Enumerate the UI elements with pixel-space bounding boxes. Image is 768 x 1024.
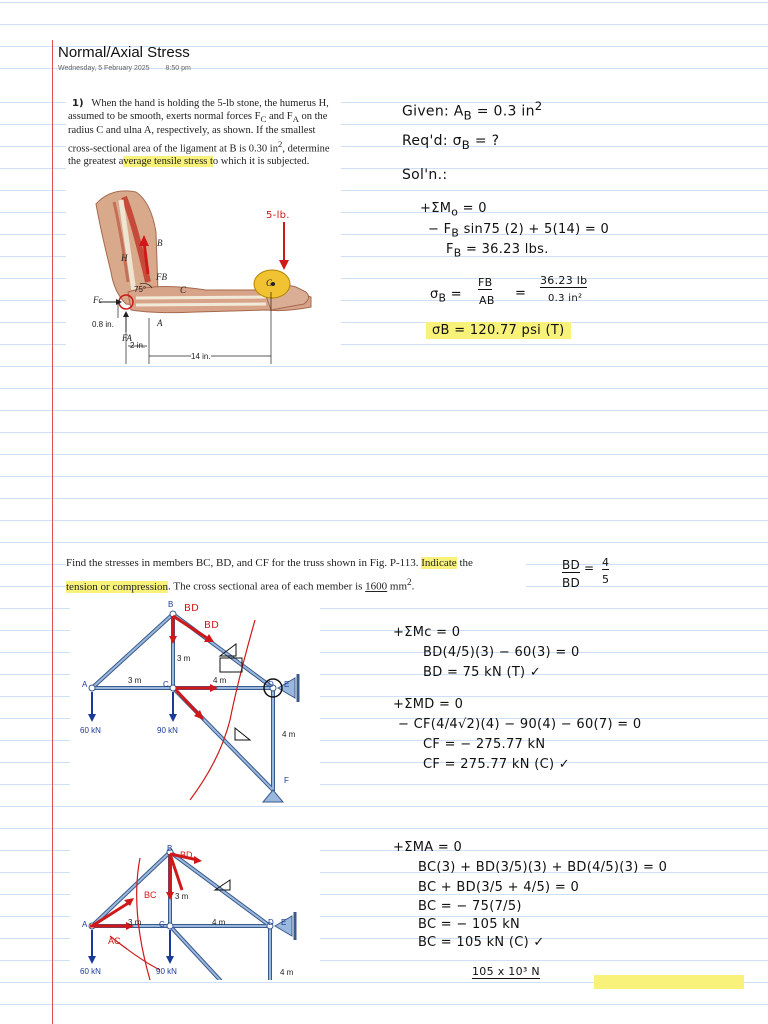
sol2-md-eq: +ΣMD = 0 (393, 697, 464, 712)
truss1-node-B: B (168, 600, 174, 609)
problem2-area: 1600 (365, 580, 388, 593)
truss2-load-A: 60 kN (80, 967, 101, 976)
sol2-highlight-partial (594, 975, 744, 989)
problem2-unit: mm (387, 580, 408, 593)
sol1-reqd (402, 133, 499, 152)
truss2-figure[interactable] (70, 840, 320, 980)
problem1-text-part: , determine the greatest a (68, 143, 330, 167)
fig1-label-C: C (180, 285, 187, 295)
truss2-red-BD: BD (180, 850, 193, 860)
page-date: Wednesday, 5 February 2025 (58, 65, 150, 72)
page-title: Normal/Axial Stress (58, 44, 190, 61)
sol1-given (402, 99, 542, 122)
sol2-md-line: − CF(4/4√2)(4) − 90(4) − 60(7) = 0 (398, 717, 642, 732)
sol2-ratio-den: BD (562, 576, 581, 590)
sol1-result: σB = 120.77 psi (T) (426, 322, 571, 339)
sol1-soln: Sol'n.: (402, 167, 448, 183)
fig1-label-A: A (157, 318, 163, 328)
fig1-dist-2: 2 in. (130, 341, 146, 350)
sol1-given-label: Given: A (402, 103, 464, 120)
problem2-text-part: Find the stresses in members BC, BD, and CF for the truss shown in Fig. P-113. (66, 557, 422, 569)
truss2-node-B: B (167, 844, 173, 853)
problem1-text-part: and F (266, 110, 293, 122)
truss2-red-AC: AC (108, 936, 121, 946)
sol1-line2 (446, 242, 549, 260)
problem2-highlight-b: tension or compression (66, 580, 169, 593)
problem2-text (66, 554, 526, 597)
sol1-line1-sub: B (451, 226, 460, 240)
truss1-ann-bd-top: BD (184, 603, 200, 614)
problem1-clipping[interactable] (66, 92, 341, 364)
sol1-moment-label: +ΣM (420, 201, 452, 216)
sol1-given-exp: 2 (534, 99, 543, 113)
sol2-stress-num: 105 x 10³ N (472, 965, 540, 978)
truss2-node-E: E (281, 918, 287, 927)
fig1-label-FB: FB (156, 272, 167, 282)
sol1-given-val: = 0.3 in (471, 103, 535, 120)
sol1-moment-val: = 0 (458, 201, 487, 216)
truss1-dim-AC: 3 m (128, 676, 142, 685)
sol1-given-sub: B (463, 108, 472, 123)
sol2-ma-eq: +ΣMA = 0 (393, 840, 463, 855)
truss1-figure[interactable] (70, 600, 320, 805)
problem2-text-part: . The cross sectional area of each member is (168, 580, 366, 593)
sol1-reqd-label: Req'd: σ (402, 133, 462, 149)
sol1-frac2-den: 0.3 in² (548, 293, 583, 304)
truss1-node-F: F (284, 776, 289, 785)
sol2-bc3: BC = − 105 kN (418, 917, 521, 932)
sol2-mc-eq: +ΣMc = 0 (393, 625, 461, 640)
sol2-bd-result: BD = 75 kN (T) ✓ (423, 665, 542, 680)
truss2-drawing (70, 840, 320, 980)
sol1-line1 (428, 222, 609, 240)
page-date-time (58, 65, 191, 72)
margin-line (52, 40, 53, 1024)
sol1-sigma: σ (430, 287, 439, 302)
sol2-mc-line: BD(4/5)(3) − 60(3) = 0 (423, 645, 580, 660)
sol1-reqd-val: = ? (470, 133, 500, 149)
problem1-highlight: verage tensile stress t (123, 155, 213, 167)
problem2-unit-exp: 2 (407, 577, 412, 587)
sol1-frac2-num: 36.23 lb (540, 274, 588, 287)
sol1-line2-sub: B (453, 246, 462, 260)
sol2-cf-result: CF = 275.77 kN (C) ✓ (423, 757, 570, 772)
truss2-dim-CD: 4 m (212, 918, 226, 927)
sol2-bc-result: BC = 105 kN (C) ✓ (418, 935, 545, 950)
sol1-moment-sub: o (451, 205, 459, 219)
sol2-bc1: BC + BD(3/5 + 4/5) = 0 (418, 880, 580, 895)
truss1-drawing (70, 600, 320, 805)
sol2-ma-line: BC(3) + BD(3/5)(3) + BD(4/5)(3) = 0 (418, 860, 668, 875)
problem1-number: 1) (72, 98, 84, 109)
truss1-dim-DF: 4 m (282, 730, 296, 739)
truss1-dim-BC: 3 m (177, 654, 191, 663)
truss2-node-C: C (159, 920, 165, 929)
truss2-red-BC: BC (144, 890, 157, 900)
truss1-node-A: A (82, 680, 88, 689)
problem1-sub-a: A (292, 113, 299, 124)
sol2-bc2: BC = − 75(7/5) (418, 899, 522, 914)
truss1-dim-CD: 4 m (213, 676, 227, 685)
truss1-node-E: E (284, 680, 290, 689)
sol2-ratio-frac-num: 4 (602, 556, 610, 569)
problem1-text-part: on the radius C and ulna A, respectively, as shown. If the smallest cross-sectional area of the ligament at B is 0.30 in (68, 110, 328, 155)
problem1-exp: 2 (277, 138, 283, 149)
fig1-label-H: H (121, 253, 128, 263)
fig1-label-FA: FA (122, 333, 132, 343)
sol1-frac1-num: FB (478, 276, 493, 289)
sol1-line2-b: = 36.23 lbs. (461, 242, 549, 257)
truss1-ann-bd: BD (204, 620, 220, 631)
problem2-clipping[interactable] (66, 550, 526, 598)
truss1-node-D: D (268, 680, 274, 689)
sol1-frac-eq: = (515, 286, 527, 301)
sol1-line1-b: sin75 (2) + 5(14) = 0 (459, 222, 610, 237)
problem1-text-part: o which it is subjected. (212, 155, 310, 167)
truss1-load-C: 90 kN (157, 726, 178, 735)
fig1-label-G: G (266, 278, 273, 288)
truss2-load-C: 90 kN (156, 967, 177, 976)
fig1-label-B: B (157, 238, 163, 248)
fig1-dist-14: 14 in. (191, 352, 211, 361)
fig1-label-Fc: Fc (93, 295, 103, 305)
truss2-node-D: D (268, 918, 274, 927)
page-time: 8:50 pm (165, 65, 191, 72)
sol1-sigma-label (430, 287, 462, 305)
truss2-node-A: A (82, 920, 88, 929)
problem2-text-part: the (456, 557, 473, 569)
problem1-sub-c: C (260, 113, 267, 124)
sol1-reqd-sub: B (461, 137, 471, 152)
truss1-load-A: 60 kN (80, 726, 101, 735)
fig1-dist-08: 0.8 in. (92, 320, 114, 329)
sol2-cf-neg: CF = − 275.77 kN (423, 737, 546, 752)
sol2-ratio-num: BD (562, 558, 581, 572)
truss1-node-C: C (163, 680, 169, 689)
problem2-text-part: . (411, 580, 415, 593)
sol1-line1-a: − F (428, 222, 452, 237)
sol1-moment-eq (420, 201, 487, 219)
fig1-handwritten-load: 5-lb. (266, 210, 290, 221)
sol1-line2-a: F (446, 242, 454, 257)
sol2-ratio-frac-den: 5 (602, 573, 610, 586)
sol1-sigma-sub: B (438, 291, 447, 305)
sol2-ratio-eq: = (584, 561, 595, 575)
truss2-dim-DF: 4 m (280, 968, 294, 977)
problem1-text-part: When the hand is holding the 5-lb stone, the humerus H, assumed to be smooth, exerts normal forces F (68, 98, 329, 122)
truss2-dim-BC: 3 m (175, 892, 189, 901)
fig1-label-angle: 75° (134, 285, 147, 294)
truss2-dim-AC: 3 m (128, 918, 142, 927)
sol1-frac1-den: AB (479, 294, 495, 307)
sol1-sigma-eq: = (446, 287, 462, 302)
problem2-highlight-a: Indicate (421, 557, 457, 569)
